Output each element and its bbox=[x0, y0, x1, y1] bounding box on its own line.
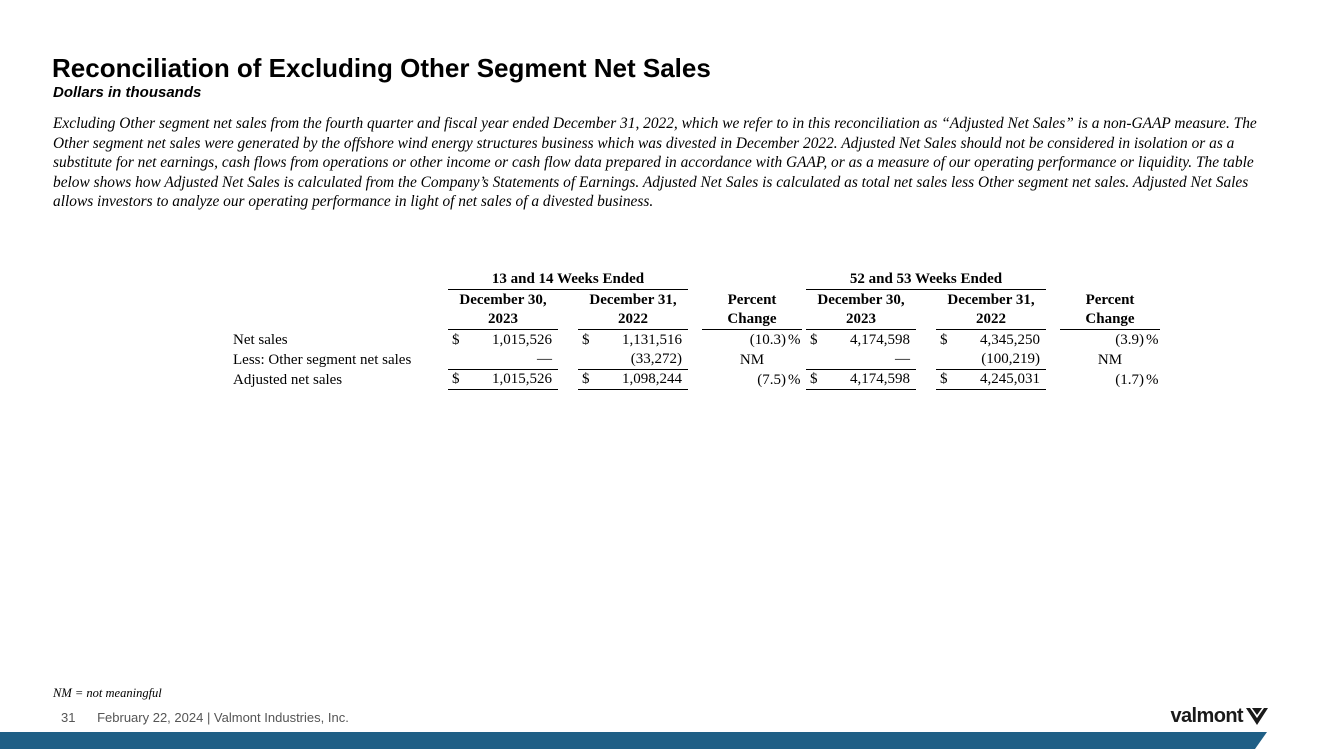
group-header-year: 52 and 53 Weeks Ended bbox=[806, 270, 1046, 290]
bottom-accent-bar bbox=[0, 732, 1333, 749]
column-header-row-2 bbox=[228, 310, 1160, 330]
table-row bbox=[228, 330, 1160, 350]
slide-subtitle: Dollars in thousands bbox=[53, 84, 202, 101]
percent-sign: % bbox=[788, 332, 801, 348]
percent-sign: % bbox=[788, 372, 801, 388]
currency-sign: $ bbox=[582, 332, 590, 348]
slide-title: Reconciliation of Excluding Other Segment Net Sales bbox=[52, 53, 711, 83]
value-q-pct: (7.5) bbox=[757, 372, 786, 388]
group-header-quarter: 13 and 14 Weeks Ended bbox=[448, 270, 688, 290]
header-y-2023-line2: 2023 bbox=[806, 310, 916, 330]
footer-text: February 22, 2024 | Valmont Industries, Inc. bbox=[97, 710, 349, 725]
value-q-pct: (10.3) bbox=[749, 332, 786, 348]
table-row bbox=[228, 370, 1160, 390]
header-q-2022-line1: December 31, bbox=[589, 292, 677, 308]
currency-sign: $ bbox=[448, 370, 466, 390]
currency-sign bbox=[578, 350, 596, 370]
header-q-2023-line1: December 30, bbox=[459, 292, 547, 308]
header-q-pct-line1: Percent bbox=[727, 292, 777, 308]
value-y-2022: 4,345,250 bbox=[980, 332, 1040, 348]
header-q-2022-line2: 2022 bbox=[578, 310, 688, 330]
currency-sign: $ bbox=[810, 332, 818, 348]
bottom-bar-shape bbox=[0, 732, 1267, 749]
currency-sign: $ bbox=[806, 370, 824, 390]
value-y-pct: NM bbox=[1097, 352, 1123, 368]
value-q-pct: NM bbox=[739, 352, 765, 368]
currency-sign: $ bbox=[578, 370, 596, 390]
currency-sign bbox=[448, 350, 466, 370]
value-y-pct: (1.7) bbox=[1115, 372, 1144, 388]
footnote: NM = not meaningful bbox=[53, 686, 162, 700]
currency-sign bbox=[806, 350, 824, 370]
currency-sign: $ bbox=[936, 370, 954, 390]
value-q-2022: 1,131,516 bbox=[622, 332, 682, 348]
header-q-2023-line2: 2023 bbox=[448, 310, 558, 330]
reconciliation-table bbox=[228, 270, 1160, 390]
percent-sign: % bbox=[1146, 372, 1159, 388]
currency-sign bbox=[936, 350, 954, 370]
column-header-row-1 bbox=[228, 290, 1160, 310]
value-q-2023: 1,015,526 bbox=[466, 370, 558, 390]
value-y-2023: 4,174,598 bbox=[824, 370, 916, 390]
row-label: Net sales bbox=[233, 332, 288, 348]
percent-sign: % bbox=[1146, 332, 1159, 348]
row-label: Adjusted net sales bbox=[233, 372, 343, 388]
header-y-2022-line1: December 31, bbox=[947, 292, 1035, 308]
header-y-pct-line2: Change bbox=[1060, 310, 1160, 330]
group-header-row bbox=[228, 270, 1160, 290]
value-q-2023: — bbox=[466, 350, 558, 370]
row-label: Less: Other segment net sales bbox=[233, 352, 412, 368]
intro-paragraph: Excluding Other segment net sales from the fourth quarter and fiscal year ended December 31, 2022, which we refer to in this reconciliation as “Adjusted Net Sales” is a non-GAAP measure. The Other segment net sales were generated by the offshore wind energy structures business which was divested in December 2022. Adjusted Net Sales should not be considered in isolation or as a substitute for net earnings, cash flows from operations or other income or cash flow data prepared in accordance with GAAP, or as a measure of our operating performance or liquidity. The table below shows how Adjusted Net Sales is calculated from the Company’s Statements of Earnings. Adjusted Net Sales is calculated as total net sales less Other segment net sales. Adjusted Net Sales allows investors to analyze our operating performance in light of net sales of a divested business. bbox=[53, 115, 1257, 211]
header-q-pct-line2: Change bbox=[702, 310, 802, 330]
table-row bbox=[228, 350, 1160, 370]
slide-footer bbox=[61, 710, 349, 725]
valmont-v-mark-icon bbox=[1245, 706, 1269, 726]
currency-sign: $ bbox=[940, 332, 948, 348]
value-q-2022: (33,272) bbox=[596, 350, 688, 370]
value-y-2023: 4,174,598 bbox=[850, 332, 910, 348]
logo-wordmark: valmont bbox=[1170, 704, 1243, 727]
value-y-2022: 4,245,031 bbox=[954, 370, 1046, 390]
value-q-2022: 1,098,244 bbox=[596, 370, 688, 390]
header-y-2023-line1: December 30, bbox=[817, 292, 905, 308]
header-y-2022-line2: 2022 bbox=[936, 310, 1046, 330]
value-q-2023: 1,015,526 bbox=[492, 332, 552, 348]
value-y-pct: (3.9) bbox=[1115, 332, 1144, 348]
value-y-2022: (100,219) bbox=[954, 350, 1046, 370]
header-y-pct-line1: Percent bbox=[1085, 292, 1135, 308]
value-y-2023: — bbox=[824, 350, 916, 370]
currency-sign: $ bbox=[452, 332, 460, 348]
valmont-logo bbox=[1171, 705, 1269, 727]
page-number: 31 bbox=[61, 710, 76, 725]
